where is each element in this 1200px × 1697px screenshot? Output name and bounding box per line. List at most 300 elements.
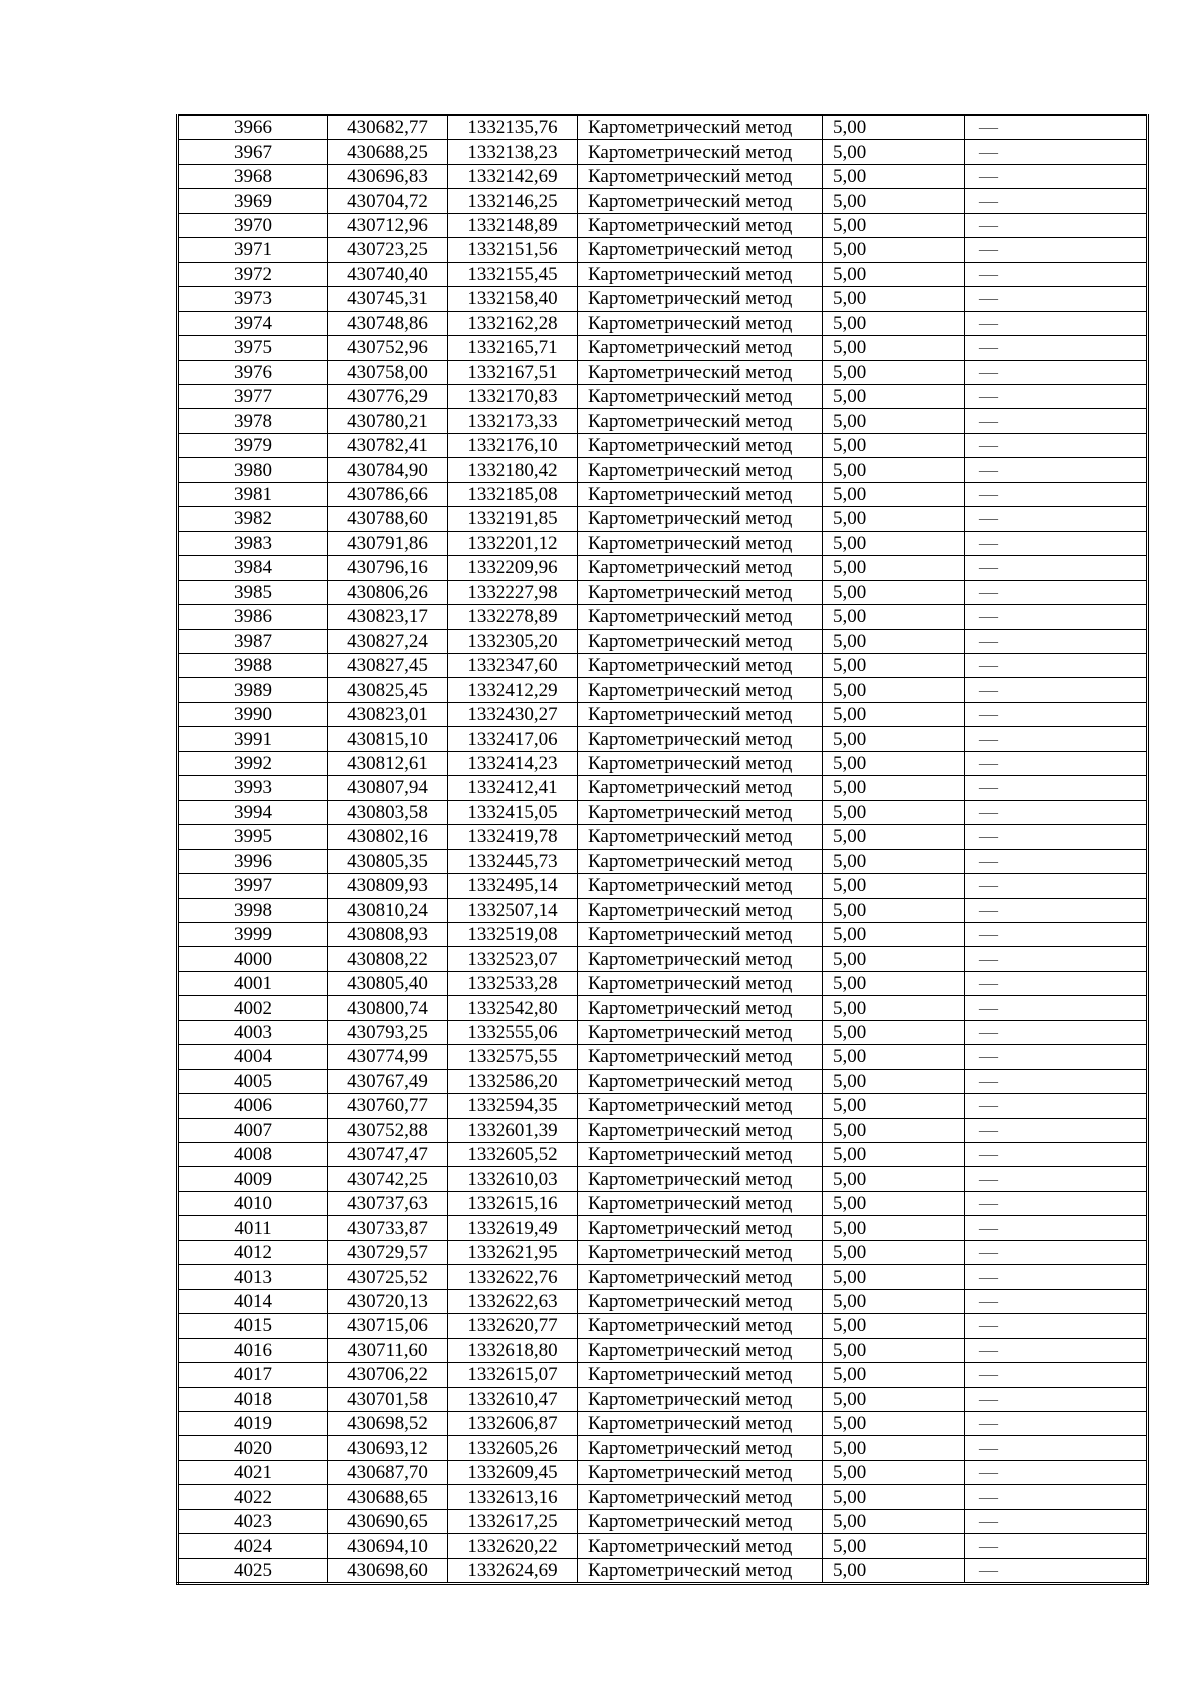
point-number-cell: 3966 bbox=[178, 115, 328, 140]
note-cell: — bbox=[965, 433, 1148, 457]
point-number-cell: 4015 bbox=[178, 1314, 328, 1338]
y-coordinate-cell: 1332445,73 bbox=[448, 849, 578, 873]
method-cell: Картометрический метод bbox=[578, 1338, 823, 1362]
x-coordinate-cell: 430706,22 bbox=[328, 1363, 448, 1387]
table-row bbox=[178, 482, 1148, 506]
point-number-cell: 3973 bbox=[178, 287, 328, 311]
note-cell: — bbox=[965, 1460, 1148, 1484]
y-coordinate-cell: 1332191,85 bbox=[448, 507, 578, 531]
method-cell: Картометрический метод bbox=[578, 1167, 823, 1191]
y-coordinate-cell: 1332305,20 bbox=[448, 629, 578, 653]
note-cell: — bbox=[965, 1094, 1148, 1118]
x-coordinate-cell: 430725,52 bbox=[328, 1265, 448, 1289]
y-coordinate-cell: 1332617,25 bbox=[448, 1509, 578, 1533]
coordinates-table bbox=[176, 114, 1149, 1585]
y-coordinate-cell: 1332176,10 bbox=[448, 433, 578, 457]
y-coordinate-cell: 1332622,76 bbox=[448, 1265, 578, 1289]
note-cell: — bbox=[965, 727, 1148, 751]
point-number-cell: 3979 bbox=[178, 433, 328, 457]
precision-cell: 5,00 bbox=[823, 1412, 965, 1436]
note-cell: — bbox=[965, 1534, 1148, 1558]
method-cell: Картометрический метод bbox=[578, 458, 823, 482]
note-cell: — bbox=[965, 409, 1148, 433]
point-number-cell: 3972 bbox=[178, 262, 328, 286]
y-coordinate-cell: 1332575,55 bbox=[448, 1045, 578, 1069]
precision-cell: 5,00 bbox=[823, 409, 965, 433]
x-coordinate-cell: 430711,60 bbox=[328, 1338, 448, 1362]
table-row bbox=[178, 874, 1148, 898]
note-cell: — bbox=[965, 189, 1148, 213]
point-number-cell: 3995 bbox=[178, 825, 328, 849]
point-number-cell: 3969 bbox=[178, 189, 328, 213]
precision-cell: 5,00 bbox=[823, 1191, 965, 1215]
table-row bbox=[178, 1363, 1148, 1387]
y-coordinate-cell: 1332414,23 bbox=[448, 751, 578, 775]
table-row bbox=[178, 678, 1148, 702]
x-coordinate-cell: 430740,40 bbox=[328, 262, 448, 286]
note-cell: — bbox=[965, 507, 1148, 531]
note-cell: — bbox=[965, 1289, 1148, 1313]
y-coordinate-cell: 1332613,16 bbox=[448, 1485, 578, 1509]
method-cell: Картометрический метод bbox=[578, 1534, 823, 1558]
x-coordinate-cell: 430774,99 bbox=[328, 1045, 448, 1069]
table-row bbox=[178, 1485, 1148, 1509]
point-number-cell: 4011 bbox=[178, 1216, 328, 1240]
method-cell: Картометрический метод bbox=[578, 849, 823, 873]
note-cell: — bbox=[965, 678, 1148, 702]
x-coordinate-cell: 430690,65 bbox=[328, 1509, 448, 1533]
precision-cell: 5,00 bbox=[823, 1509, 965, 1533]
note-cell: — bbox=[965, 262, 1148, 286]
point-number-cell: 4007 bbox=[178, 1118, 328, 1142]
note-cell: — bbox=[965, 1167, 1148, 1191]
method-cell: Картометрический метод bbox=[578, 727, 823, 751]
point-number-cell: 4003 bbox=[178, 1020, 328, 1044]
precision-cell: 5,00 bbox=[823, 1485, 965, 1509]
table-row bbox=[178, 262, 1148, 286]
y-coordinate-cell: 1332606,87 bbox=[448, 1412, 578, 1436]
point-number-cell: 3983 bbox=[178, 531, 328, 555]
point-number-cell: 4010 bbox=[178, 1191, 328, 1215]
point-number-cell: 4020 bbox=[178, 1436, 328, 1460]
point-number-cell: 3981 bbox=[178, 482, 328, 506]
y-coordinate-cell: 1332594,35 bbox=[448, 1094, 578, 1118]
method-cell: Картометрический метод bbox=[578, 776, 823, 800]
method-cell: Картометрический метод bbox=[578, 311, 823, 335]
table-row bbox=[178, 1534, 1148, 1558]
precision-cell: 5,00 bbox=[823, 996, 965, 1020]
x-coordinate-cell: 430767,49 bbox=[328, 1069, 448, 1093]
y-coordinate-cell: 1332605,26 bbox=[448, 1436, 578, 1460]
point-number-cell: 3989 bbox=[178, 678, 328, 702]
x-coordinate-cell: 430793,25 bbox=[328, 1020, 448, 1044]
x-coordinate-cell: 430733,87 bbox=[328, 1216, 448, 1240]
point-number-cell: 3976 bbox=[178, 360, 328, 384]
table-row bbox=[178, 629, 1148, 653]
method-cell: Картометрический метод bbox=[578, 874, 823, 898]
method-cell: Картометрический метод bbox=[578, 213, 823, 237]
point-number-cell: 3978 bbox=[178, 409, 328, 433]
note-cell: — bbox=[965, 1338, 1148, 1362]
y-coordinate-cell: 1332415,05 bbox=[448, 800, 578, 824]
x-coordinate-cell: 430752,96 bbox=[328, 336, 448, 360]
point-number-cell: 4012 bbox=[178, 1240, 328, 1264]
method-cell: Картометрический метод bbox=[578, 1143, 823, 1167]
note-cell: — bbox=[965, 653, 1148, 677]
y-coordinate-cell: 1332620,77 bbox=[448, 1314, 578, 1338]
precision-cell: 5,00 bbox=[823, 507, 965, 531]
table-row bbox=[178, 1143, 1148, 1167]
table-row bbox=[178, 507, 1148, 531]
y-coordinate-cell: 1332495,14 bbox=[448, 874, 578, 898]
y-coordinate-cell: 1332167,51 bbox=[448, 360, 578, 384]
x-coordinate-cell: 430825,45 bbox=[328, 678, 448, 702]
precision-cell: 5,00 bbox=[823, 311, 965, 335]
note-cell: — bbox=[965, 140, 1148, 164]
note-cell: — bbox=[965, 776, 1148, 800]
table-row bbox=[178, 1338, 1148, 1362]
precision-cell: 5,00 bbox=[823, 874, 965, 898]
table-row bbox=[178, 971, 1148, 995]
point-number-cell: 3971 bbox=[178, 238, 328, 262]
point-number-cell: 4016 bbox=[178, 1338, 328, 1362]
method-cell: Картометрический метод bbox=[578, 751, 823, 775]
x-coordinate-cell: 430796,16 bbox=[328, 556, 448, 580]
table-row bbox=[178, 433, 1148, 457]
method-cell: Картометрический метод bbox=[578, 507, 823, 531]
method-cell: Картометрический метод bbox=[578, 971, 823, 995]
table-row bbox=[178, 1289, 1148, 1313]
note-cell: — bbox=[965, 605, 1148, 629]
table-row bbox=[178, 1436, 1148, 1460]
note-cell: — bbox=[965, 1387, 1148, 1411]
note-cell: — bbox=[965, 947, 1148, 971]
precision-cell: 5,00 bbox=[823, 727, 965, 751]
method-cell: Картометрический метод bbox=[578, 1363, 823, 1387]
x-coordinate-cell: 430805,40 bbox=[328, 971, 448, 995]
precision-cell: 5,00 bbox=[823, 1118, 965, 1142]
point-number-cell: 4018 bbox=[178, 1387, 328, 1411]
method-cell: Картометрический метод bbox=[578, 482, 823, 506]
note-cell: — bbox=[965, 482, 1148, 506]
y-coordinate-cell: 1332621,95 bbox=[448, 1240, 578, 1264]
method-cell: Картометрический метод bbox=[578, 164, 823, 188]
method-cell: Картометрический метод bbox=[578, 531, 823, 555]
method-cell: Картометрический метод bbox=[578, 825, 823, 849]
method-cell: Картометрический метод bbox=[578, 238, 823, 262]
x-coordinate-cell: 430704,72 bbox=[328, 189, 448, 213]
note-cell: — bbox=[965, 1558, 1148, 1583]
precision-cell: 5,00 bbox=[823, 580, 965, 604]
x-coordinate-cell: 430694,10 bbox=[328, 1534, 448, 1558]
table-row bbox=[178, 238, 1148, 262]
precision-cell: 5,00 bbox=[823, 433, 965, 457]
method-cell: Картометрический метод bbox=[578, 1069, 823, 1093]
point-number-cell: 3967 bbox=[178, 140, 328, 164]
table-row bbox=[178, 458, 1148, 482]
x-coordinate-cell: 430780,21 bbox=[328, 409, 448, 433]
note-cell: — bbox=[965, 164, 1148, 188]
method-cell: Картометрический метод bbox=[578, 433, 823, 457]
method-cell: Картометрический метод bbox=[578, 1265, 823, 1289]
point-number-cell: 4001 bbox=[178, 971, 328, 995]
method-cell: Картометрический метод bbox=[578, 702, 823, 726]
note-cell: — bbox=[965, 922, 1148, 946]
point-number-cell: 3987 bbox=[178, 629, 328, 653]
y-coordinate-cell: 1332615,16 bbox=[448, 1191, 578, 1215]
note-cell: — bbox=[965, 1216, 1148, 1240]
precision-cell: 5,00 bbox=[823, 482, 965, 506]
precision-cell: 5,00 bbox=[823, 189, 965, 213]
note-cell: — bbox=[965, 898, 1148, 922]
note-cell: — bbox=[965, 287, 1148, 311]
method-cell: Картометрический метод bbox=[578, 580, 823, 604]
precision-cell: 5,00 bbox=[823, 360, 965, 384]
method-cell: Картометрический метод bbox=[578, 360, 823, 384]
table-row bbox=[178, 1191, 1148, 1215]
table-row bbox=[178, 996, 1148, 1020]
point-number-cell: 4023 bbox=[178, 1509, 328, 1533]
x-coordinate-cell: 430803,58 bbox=[328, 800, 448, 824]
precision-cell: 5,00 bbox=[823, 678, 965, 702]
point-number-cell: 3975 bbox=[178, 336, 328, 360]
table-row bbox=[178, 1558, 1148, 1583]
x-coordinate-cell: 430688,25 bbox=[328, 140, 448, 164]
x-coordinate-cell: 430823,17 bbox=[328, 605, 448, 629]
x-coordinate-cell: 430808,93 bbox=[328, 922, 448, 946]
point-number-cell: 4005 bbox=[178, 1069, 328, 1093]
table-row bbox=[178, 115, 1148, 140]
precision-cell: 5,00 bbox=[823, 1558, 965, 1583]
note-cell: — bbox=[965, 1191, 1148, 1215]
method-cell: Картометрический метод bbox=[578, 996, 823, 1020]
method-cell: Картометрический метод bbox=[578, 287, 823, 311]
x-coordinate-cell: 430682,77 bbox=[328, 115, 448, 140]
note-cell: — bbox=[965, 115, 1148, 140]
y-coordinate-cell: 1332158,40 bbox=[448, 287, 578, 311]
table-row bbox=[178, 531, 1148, 555]
y-coordinate-cell: 1332620,22 bbox=[448, 1534, 578, 1558]
y-coordinate-cell: 1332533,28 bbox=[448, 971, 578, 995]
note-cell: — bbox=[965, 825, 1148, 849]
precision-cell: 5,00 bbox=[823, 1240, 965, 1264]
table-row bbox=[178, 751, 1148, 775]
x-coordinate-cell: 430748,86 bbox=[328, 311, 448, 335]
point-number-cell: 3982 bbox=[178, 507, 328, 531]
table-row bbox=[178, 409, 1148, 433]
method-cell: Картометрический метод bbox=[578, 1118, 823, 1142]
note-cell: — bbox=[965, 1314, 1148, 1338]
y-coordinate-cell: 1332173,33 bbox=[448, 409, 578, 433]
y-coordinate-cell: 1332148,89 bbox=[448, 213, 578, 237]
precision-cell: 5,00 bbox=[823, 1436, 965, 1460]
point-number-cell: 4017 bbox=[178, 1363, 328, 1387]
precision-cell: 5,00 bbox=[823, 384, 965, 408]
table-row bbox=[178, 213, 1148, 237]
precision-cell: 5,00 bbox=[823, 1167, 965, 1191]
point-number-cell: 4000 bbox=[178, 947, 328, 971]
precision-cell: 5,00 bbox=[823, 140, 965, 164]
table-row bbox=[178, 727, 1148, 751]
x-coordinate-cell: 430810,24 bbox=[328, 898, 448, 922]
x-coordinate-cell: 430791,86 bbox=[328, 531, 448, 555]
y-coordinate-cell: 1332135,76 bbox=[448, 115, 578, 140]
point-number-cell: 4025 bbox=[178, 1558, 328, 1583]
y-coordinate-cell: 1332151,56 bbox=[448, 238, 578, 262]
table-row bbox=[178, 922, 1148, 946]
precision-cell: 5,00 bbox=[823, 629, 965, 653]
method-cell: Картометрический метод bbox=[578, 898, 823, 922]
y-coordinate-cell: 1332142,69 bbox=[448, 164, 578, 188]
x-coordinate-cell: 430802,16 bbox=[328, 825, 448, 849]
x-coordinate-cell: 430712,96 bbox=[328, 213, 448, 237]
method-cell: Картометрический метод bbox=[578, 1509, 823, 1533]
point-number-cell: 3980 bbox=[178, 458, 328, 482]
point-number-cell: 3996 bbox=[178, 849, 328, 873]
note-cell: — bbox=[965, 360, 1148, 384]
table-row bbox=[178, 1460, 1148, 1484]
precision-cell: 5,00 bbox=[823, 971, 965, 995]
precision-cell: 5,00 bbox=[823, 898, 965, 922]
method-cell: Картометрический метод bbox=[578, 1485, 823, 1509]
x-coordinate-cell: 430729,57 bbox=[328, 1240, 448, 1264]
point-number-cell: 3970 bbox=[178, 213, 328, 237]
note-cell: — bbox=[965, 1118, 1148, 1142]
point-number-cell: 3974 bbox=[178, 311, 328, 335]
table-row bbox=[178, 311, 1148, 335]
point-number-cell: 4024 bbox=[178, 1534, 328, 1558]
y-coordinate-cell: 1332507,14 bbox=[448, 898, 578, 922]
y-coordinate-cell: 1332278,89 bbox=[448, 605, 578, 629]
note-cell: — bbox=[965, 971, 1148, 995]
x-coordinate-cell: 430782,41 bbox=[328, 433, 448, 457]
point-number-cell: 3994 bbox=[178, 800, 328, 824]
x-coordinate-cell: 430696,83 bbox=[328, 164, 448, 188]
y-coordinate-cell: 1332170,83 bbox=[448, 384, 578, 408]
precision-cell: 5,00 bbox=[823, 1363, 965, 1387]
method-cell: Картометрический метод bbox=[578, 678, 823, 702]
note-cell: — bbox=[965, 1020, 1148, 1044]
table-row bbox=[178, 1240, 1148, 1264]
note-cell: — bbox=[965, 213, 1148, 237]
y-coordinate-cell: 1332605,52 bbox=[448, 1143, 578, 1167]
precision-cell: 5,00 bbox=[823, 1460, 965, 1484]
x-coordinate-cell: 430784,90 bbox=[328, 458, 448, 482]
point-number-cell: 4006 bbox=[178, 1094, 328, 1118]
x-coordinate-cell: 430723,25 bbox=[328, 238, 448, 262]
precision-cell: 5,00 bbox=[823, 164, 965, 188]
y-coordinate-cell: 1332155,45 bbox=[448, 262, 578, 286]
y-coordinate-cell: 1332618,80 bbox=[448, 1338, 578, 1362]
table-row bbox=[178, 164, 1148, 188]
y-coordinate-cell: 1332412,41 bbox=[448, 776, 578, 800]
x-coordinate-cell: 430742,25 bbox=[328, 1167, 448, 1191]
note-cell: — bbox=[965, 629, 1148, 653]
table-row bbox=[178, 800, 1148, 824]
x-coordinate-cell: 430698,52 bbox=[328, 1412, 448, 1436]
x-coordinate-cell: 430720,13 bbox=[328, 1289, 448, 1313]
precision-cell: 5,00 bbox=[823, 458, 965, 482]
precision-cell: 5,00 bbox=[823, 922, 965, 946]
x-coordinate-cell: 430827,45 bbox=[328, 653, 448, 677]
y-coordinate-cell: 1332615,07 bbox=[448, 1363, 578, 1387]
table-row bbox=[178, 360, 1148, 384]
note-cell: — bbox=[965, 336, 1148, 360]
table-row bbox=[178, 825, 1148, 849]
y-coordinate-cell: 1332430,27 bbox=[448, 702, 578, 726]
point-number-cell: 3992 bbox=[178, 751, 328, 775]
point-number-cell: 4014 bbox=[178, 1289, 328, 1313]
precision-cell: 5,00 bbox=[823, 115, 965, 140]
point-number-cell: 4008 bbox=[178, 1143, 328, 1167]
precision-cell: 5,00 bbox=[823, 1094, 965, 1118]
point-number-cell: 4022 bbox=[178, 1485, 328, 1509]
precision-cell: 5,00 bbox=[823, 1534, 965, 1558]
precision-cell: 5,00 bbox=[823, 1045, 965, 1069]
method-cell: Картометрический метод bbox=[578, 556, 823, 580]
precision-cell: 5,00 bbox=[823, 800, 965, 824]
point-number-cell: 4009 bbox=[178, 1167, 328, 1191]
x-coordinate-cell: 430737,63 bbox=[328, 1191, 448, 1215]
method-cell: Картометрический метод bbox=[578, 1314, 823, 1338]
x-coordinate-cell: 430805,35 bbox=[328, 849, 448, 873]
point-number-cell: 3986 bbox=[178, 605, 328, 629]
point-number-cell: 3997 bbox=[178, 874, 328, 898]
precision-cell: 5,00 bbox=[823, 1289, 965, 1313]
point-number-cell: 3968 bbox=[178, 164, 328, 188]
x-coordinate-cell: 430806,26 bbox=[328, 580, 448, 604]
y-coordinate-cell: 1332209,96 bbox=[448, 556, 578, 580]
method-cell: Картометрический метод bbox=[578, 1045, 823, 1069]
point-number-cell: 3985 bbox=[178, 580, 328, 604]
table-row bbox=[178, 1265, 1148, 1289]
y-coordinate-cell: 1332165,71 bbox=[448, 336, 578, 360]
x-coordinate-cell: 430701,58 bbox=[328, 1387, 448, 1411]
method-cell: Картометрический метод bbox=[578, 1289, 823, 1313]
precision-cell: 5,00 bbox=[823, 531, 965, 555]
method-cell: Картометрический метод bbox=[578, 653, 823, 677]
point-number-cell: 4019 bbox=[178, 1412, 328, 1436]
y-coordinate-cell: 1332519,08 bbox=[448, 922, 578, 946]
note-cell: — bbox=[965, 702, 1148, 726]
table-row bbox=[178, 898, 1148, 922]
note-cell: — bbox=[965, 1485, 1148, 1509]
point-number-cell: 3990 bbox=[178, 702, 328, 726]
method-cell: Картометрический метод bbox=[578, 1216, 823, 1240]
table-row bbox=[178, 653, 1148, 677]
precision-cell: 5,00 bbox=[823, 1314, 965, 1338]
table-row bbox=[178, 336, 1148, 360]
point-number-cell: 3988 bbox=[178, 653, 328, 677]
point-number-cell: 3977 bbox=[178, 384, 328, 408]
precision-cell: 5,00 bbox=[823, 1265, 965, 1289]
note-cell: — bbox=[965, 1045, 1148, 1069]
note-cell: — bbox=[965, 849, 1148, 873]
note-cell: — bbox=[965, 580, 1148, 604]
method-cell: Картометрический метод bbox=[578, 1387, 823, 1411]
method-cell: Картометрический метод bbox=[578, 1412, 823, 1436]
precision-cell: 5,00 bbox=[823, 1338, 965, 1362]
table-row bbox=[178, 384, 1148, 408]
precision-cell: 5,00 bbox=[823, 751, 965, 775]
table-row bbox=[178, 580, 1148, 604]
precision-cell: 5,00 bbox=[823, 336, 965, 360]
x-coordinate-cell: 430698,60 bbox=[328, 1558, 448, 1583]
x-coordinate-cell: 430688,65 bbox=[328, 1485, 448, 1509]
method-cell: Картометрический метод bbox=[578, 1094, 823, 1118]
point-number-cell: 4002 bbox=[178, 996, 328, 1020]
y-coordinate-cell: 1332624,69 bbox=[448, 1558, 578, 1583]
